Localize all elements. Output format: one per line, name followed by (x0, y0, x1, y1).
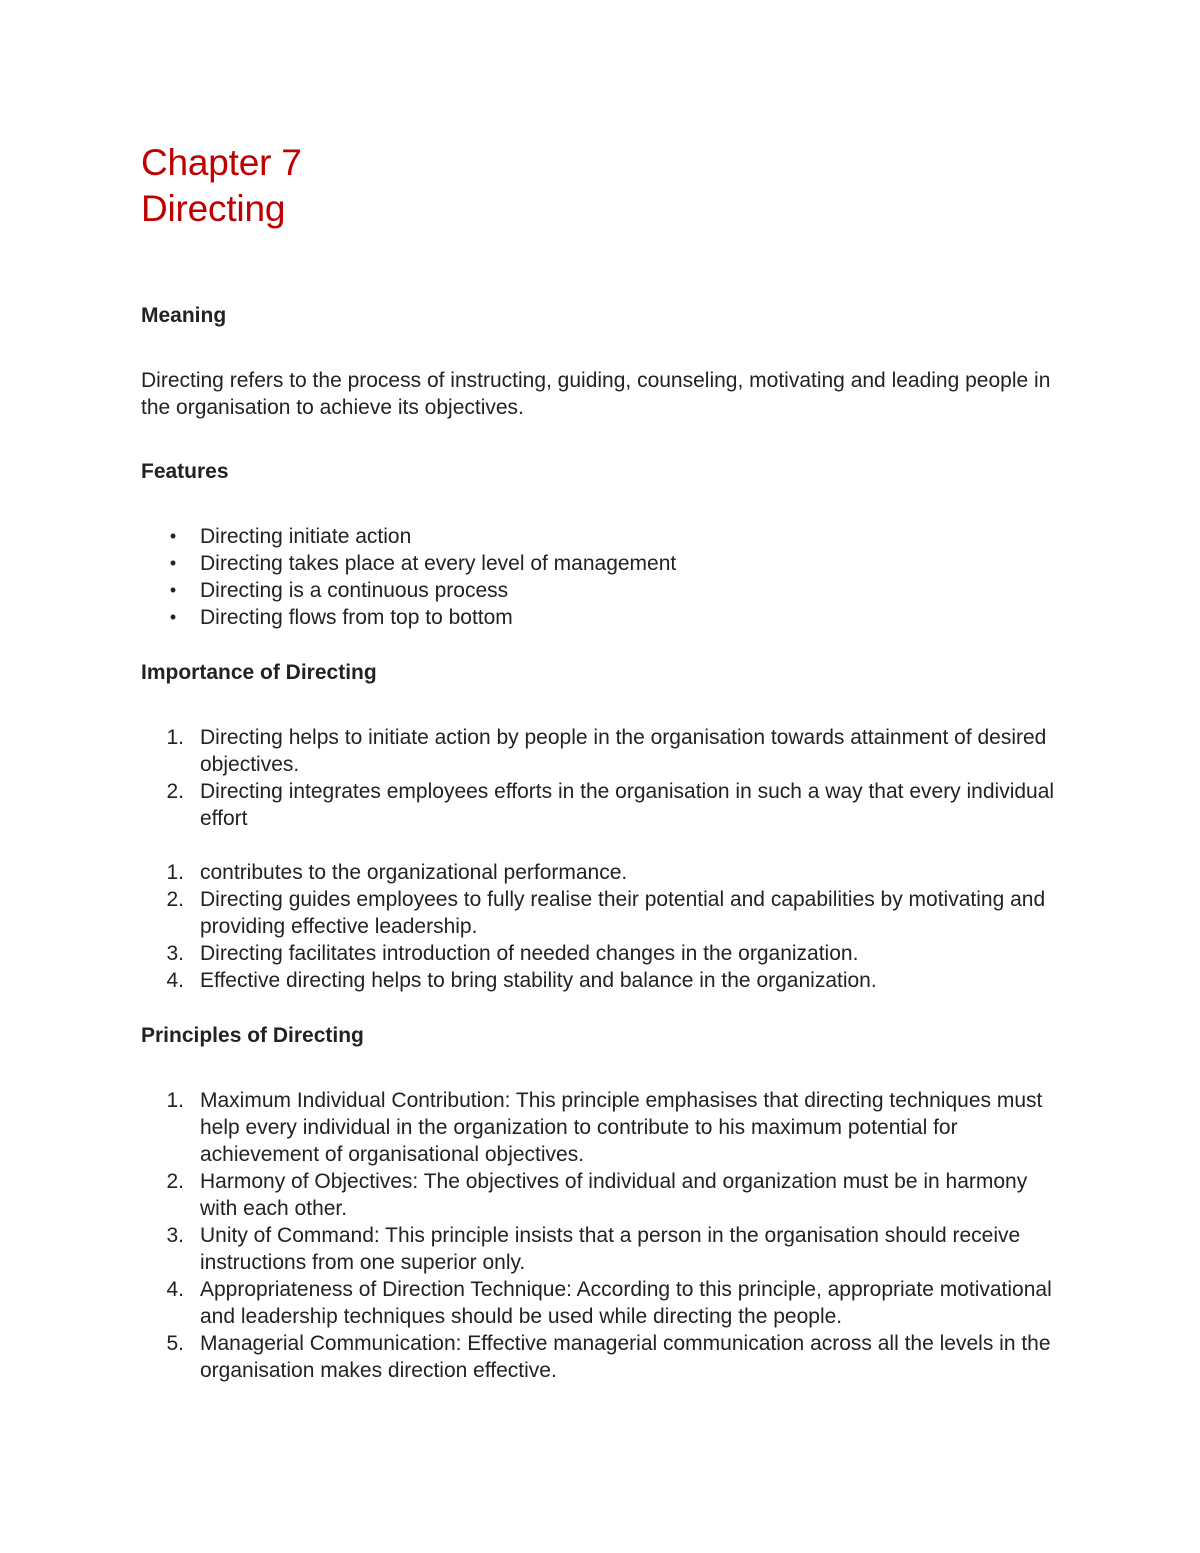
importance-list-b (141, 859, 1066, 994)
chapter-number: Chapter 7 (141, 142, 302, 183)
list-item (141, 550, 1066, 577)
list-item (141, 940, 1066, 967)
chapter-title (141, 140, 1066, 232)
list-item (141, 778, 1066, 832)
features-heading: Features (141, 460, 229, 483)
importance-heading: Importance of Directing (141, 661, 377, 684)
list-item-text: Directing helps to initiate action by people in the organisation towards attainment of desired objectives. (200, 726, 1047, 776)
list-number: 4. (166, 969, 184, 992)
list-item (141, 604, 1066, 631)
features-list (141, 523, 1066, 631)
list-item (141, 577, 1066, 604)
list-item-text: Harmony of Objectives: The objectives of individual and organization must be in harmony with each other. (200, 1170, 1028, 1220)
list-item-text: Managerial Communication: Effective managerial communication across all the levels in the organisation makes direction effective. (200, 1332, 1051, 1382)
list-item-text: Directing guides employees to fully realise their potential and capabilities by motivating and providing effective leadership. (200, 888, 1046, 938)
bullet-icon: • (169, 607, 177, 627)
list-number: 1. (166, 1089, 184, 1112)
meaning-paragraph: Directing refers to the process of instructing, guiding, counseling, motivating and leading people in the organisation to achieve its objectives. (141, 369, 1051, 419)
list-number: 5. (166, 1332, 184, 1355)
list-item-text: Directing facilitates introduction of needed changes in the organization. (200, 942, 859, 965)
list-item (141, 859, 1066, 886)
list-number: 2. (166, 780, 184, 803)
bullet-icon: • (169, 553, 177, 573)
list-item (141, 1222, 1066, 1276)
document-page (141, 140, 1066, 1384)
importance-list-a (141, 724, 1066, 832)
list-item-text: Maximum Individual Contribution: This principle emphasises that directing techniques must help every individual in the organization to contribute to his maximum potential for achievement of organisational objectives. (200, 1089, 1043, 1166)
list-item (141, 886, 1066, 940)
list-number: 4. (166, 1278, 184, 1301)
list-item-text: Appropriateness of Direction Technique: According to this principle, appropriate motivational and leadership techniques should be used while directing the people. (200, 1278, 1052, 1328)
principles-heading: Principles of Directing (141, 1024, 364, 1047)
list-item-text: Effective directing helps to bring stability and balance in the organization. (200, 969, 877, 992)
list-item-text: Directing initiate action (200, 525, 412, 548)
list-item-text: Unity of Command: This principle insists that a person in the organisation should receive instructions from one superior only. (200, 1224, 1021, 1274)
list-item (141, 1276, 1066, 1330)
list-item (141, 724, 1066, 778)
principles-list (141, 1087, 1066, 1384)
list-item (141, 1330, 1066, 1384)
list-number: 3. (166, 942, 184, 965)
list-number: 1. (166, 726, 184, 749)
list-item-text: Directing takes place at every level of management (200, 552, 677, 575)
list-item-text: Directing is a continuous process (200, 579, 509, 602)
list-item (141, 523, 1066, 550)
list-item-text: Directing flows from top to bottom (200, 606, 513, 629)
bullet-icon: • (169, 580, 177, 600)
chapter-name: Directing (141, 188, 286, 229)
list-item-text: Directing integrates employees efforts in the organisation in such a way that every individual effort (200, 780, 1055, 830)
list-item (141, 1087, 1066, 1168)
list-item (141, 967, 1066, 994)
list-item (141, 1168, 1066, 1222)
meaning-heading: Meaning (141, 304, 227, 327)
list-number: 1. (166, 861, 184, 884)
list-number: 3. (166, 1224, 184, 1247)
list-item-text: contributes to the organizational performance. (200, 861, 628, 884)
bullet-icon: • (169, 526, 177, 546)
list-number: 2. (166, 1170, 184, 1193)
list-number: 2. (166, 888, 184, 911)
